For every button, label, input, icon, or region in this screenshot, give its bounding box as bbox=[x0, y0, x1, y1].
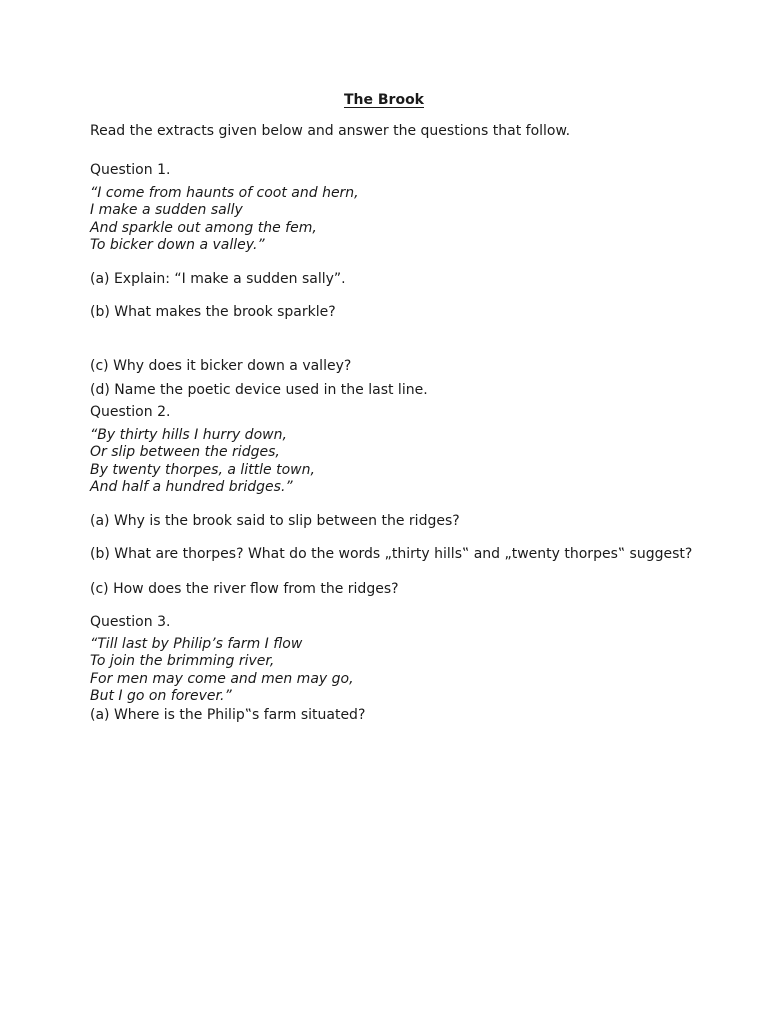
question-1-item-b: (b) What makes the brook sparkle? bbox=[90, 304, 336, 320]
question-2-item-a: (a) Why is the brook said to slip between the ridges? bbox=[90, 513, 460, 529]
question-1-extract bbox=[90, 185, 359, 255]
poem-line: “I come from haunts of coot and hern, bbox=[90, 185, 359, 201]
title-text: The Brook bbox=[343, 92, 424, 108]
question-3-item-a: (a) Where is the Philip‟s farm situated? bbox=[90, 707, 366, 723]
poem-line: By twenty thorpes, a little town, bbox=[90, 461, 315, 478]
poem-line: To bicker down a valley.” bbox=[90, 237, 265, 254]
question-2-label: Question 2. bbox=[90, 404, 171, 420]
page-title bbox=[0, 91, 768, 109]
question-1-label: Question 1. bbox=[90, 162, 171, 178]
question-3-extract bbox=[90, 636, 354, 706]
question-2-extract bbox=[90, 427, 315, 497]
question-2-item-b: (b) What are thorpes? What do the words „thirty hills‟ and „twenty thorpes‟ suggest? bbox=[90, 546, 693, 562]
poem-line: And half a hundred bridges.” bbox=[90, 479, 293, 496]
instructions: Read the extracts given below and answer the questions that follow. bbox=[90, 123, 571, 139]
poem-line: Or slip between the ridges, bbox=[90, 444, 280, 461]
question-2-item-c: (c) How does the river flow from the ridges? bbox=[90, 581, 399, 597]
poem-line: For men may come and men may go, bbox=[90, 670, 354, 687]
poem-line: To join the brimming river, bbox=[90, 653, 275, 670]
question-3-label: Question 3. bbox=[90, 614, 171, 630]
poem-line: “Till last by Philip’s farm I flow bbox=[90, 636, 303, 652]
poem-line: And sparkle out among the fem, bbox=[90, 219, 317, 236]
question-1-item-d: (d) Name the poetic device used in the last line. bbox=[90, 382, 428, 398]
question-1-item-c: (c) Why does it bicker down a valley? bbox=[90, 358, 352, 374]
question-1-item-a: (a) Explain: “I make a sudden sally”. bbox=[90, 271, 346, 287]
poem-line: I make a sudden sally bbox=[90, 202, 243, 219]
poem-line: “By thirty hills I hurry down, bbox=[90, 427, 287, 443]
poem-line: But I go on forever.” bbox=[90, 688, 232, 705]
